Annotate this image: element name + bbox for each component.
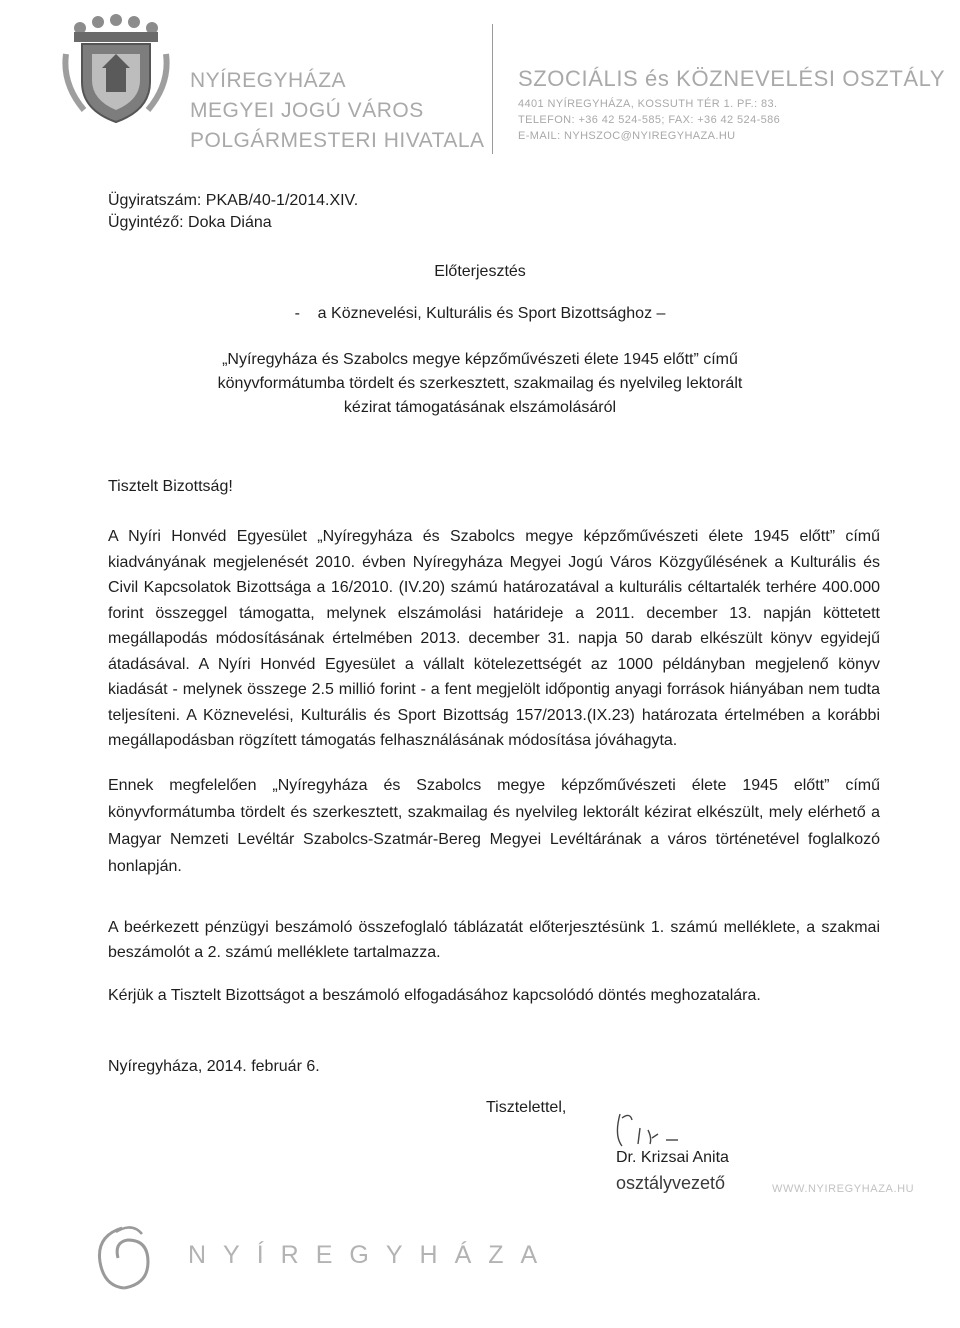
place-and-date: Nyíregyháza, 2014. február 6. [108, 1058, 320, 1075]
department-contact [518, 96, 780, 144]
signer-name: Dr. Krizsai Anita [616, 1149, 729, 1166]
signer-role: osztályvezető [616, 1173, 726, 1193]
org-line-3: POLGÁRMESTERI HIVATALA [190, 129, 485, 152]
issuing-authority [190, 66, 485, 156]
document-subject: „Nyíregyháza és Szabolcs megye képzőművészeti élete 1945 előtt” című könyvformátumba tördelt és szerkesztett, szakmailag és nyelvileg lektorált kézirat támogatásának elszámolásáról [217, 351, 743, 416]
reference-block [108, 190, 358, 234]
city-wordmark: NYÍREGYHÁZA [188, 1241, 555, 1269]
department-address: 4401 NYÍREGYHÁZA, KOSSUTH TÉR 1. PF.: 83. [518, 98, 778, 110]
salutation: Tisztelt Bizottság! [108, 478, 233, 495]
header-divider [492, 24, 493, 154]
closing-phrase: Tisztelettel, [486, 1099, 567, 1116]
body-paragraph-4: Kérjük a Tisztelt Bizottságot a beszámoló elfogadásához kapcsolódó döntés meghozatalára. [108, 987, 761, 1004]
case-clerk: Ügyintéző: Doka Diána [108, 214, 272, 231]
org-line-1: NYÍREGYHÁZA [190, 69, 347, 92]
body-paragraph-1: A Nyíri Honvéd Egyesület „Nyíregyháza és Szabolcs megye képzőművészeti élete 1945 előtt” című kiadványának megjelenését 2010. évben Nyíregyháza Megyei Jogú Város Közgyűlésének a Kulturális és Civil Kapcsolatok Bizottsága a 16/2010. (IV.20) számú határozatával a kulturális céltartalék terhére 400.000 forint összeggel támogatta, melynek elszámolási határideje a 2011. december 13. napján köttetett megállapodás módosításának értelmében 2013. december 31. napja 50 darab elkészült könyv egyidejű átadásával. A Nyíri Honvéd Egyesület a vállalt kötelezettségét az 1000 példányban megjelenő könyv kiadását - melynek összege 2.5 millió forint - a fent megjelölt időpontig anyagi források hiányában nem tudta teljesíteni. A Köznevelési, Kulturális és Sport Bizottság 157/2013.(IX.23) határozata értelmében a korábbi megállapodásban rögzített támogatás felhasználásának módosítása jóváhagyta. [108, 528, 880, 749]
city-logo-icon [92, 1222, 154, 1294]
document-recipient: - a Köznevelési, Kulturális és Sport Bizottsághoz – [294, 305, 666, 322]
website-link[interactable]: WWW.NYIREGYHAZA.HU [772, 1183, 915, 1195]
department-email: E-MAIL: NYHSZOC@NYIREGYHAZA.HU [518, 130, 736, 142]
city-coat-of-arms-icon [62, 14, 170, 130]
file-number: Ügyiratszám: PKAB/40-1/2014.XIV. [108, 192, 359, 209]
body-paragraph-2: Ennek megfelelően „Nyíregyháza és Szabolcs megye képzőművészeti élete 1945 előtt” című könyvformátumba tördelt és szerkesztett, szakmailag és nyelvileg lektorált kézirat elkészült, mely elérhető a Magyar Nemzeti Levéltár Szabolcs-Szatmár-Bereg Megyei Levéltárának a város történetével foglalkozó honlapján. [108, 777, 880, 875]
org-line-2: MEGYEI JOGÚ VÁROS [190, 99, 424, 122]
document-title: Előterjesztés [434, 263, 526, 280]
handwritten-signature-icon [612, 1108, 692, 1152]
department-phone: TELEFON: +36 42 524-585; FAX: +36 42 524-586 [518, 114, 781, 126]
department-name: SZOCIÁLIS és KÖZNEVELÉSI OSZTÁLY [518, 66, 946, 91]
body-paragraph-3: A beérkezett pénzügyi beszámoló összefoglaló táblázatát előterjesztésünk 1. számú melléklete, a szakmai beszámolót a 2. számú melléklete tartalmazza. [108, 919, 880, 961]
